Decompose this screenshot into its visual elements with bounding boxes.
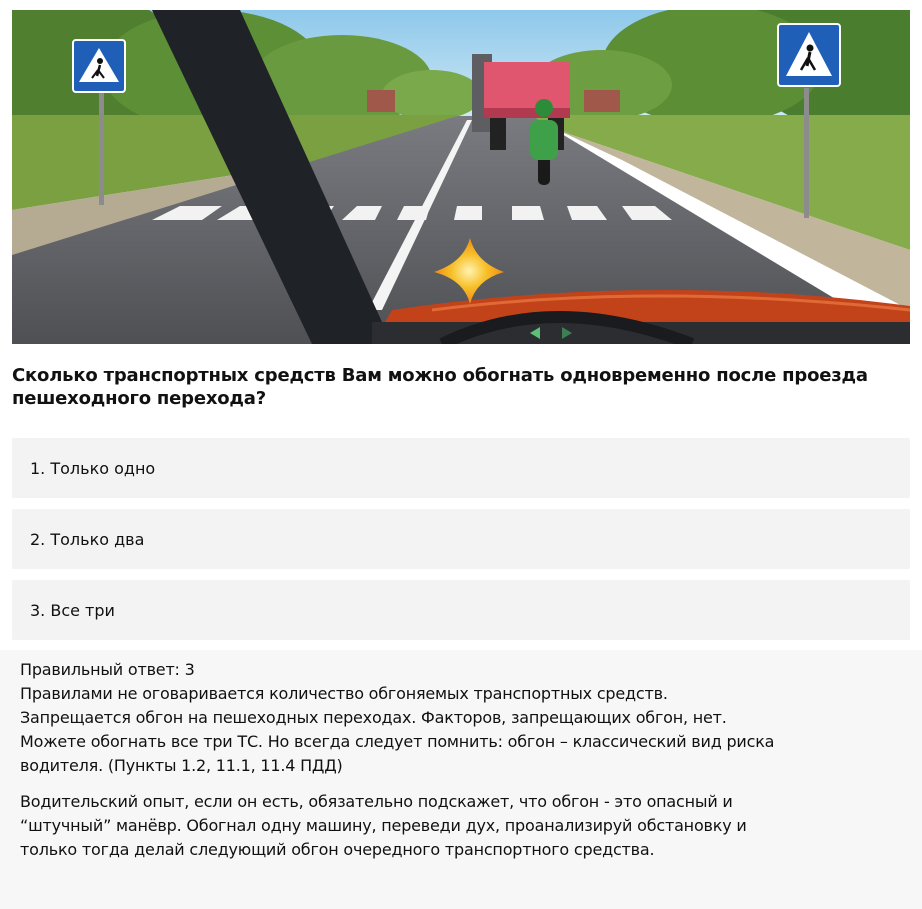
explanation-line: Водительский опыт, если он есть, обязательно подскажет, что обгон - это опасный и (20, 792, 733, 811)
correct-answer: Правильный ответ: 3 (20, 660, 195, 679)
scene-illustration (12, 10, 910, 344)
answer-label: 1. Только одно (30, 458, 156, 478)
explanation-line: Запрещается обгон на пешеходных переходах. Факторов, запрещающих обгон, нет. (20, 708, 727, 727)
question-text: Сколько транспортных средств Вам можно обогнать одновременно после проезда пешеходного перехода? (12, 365, 868, 409)
answer-option-2[interactable] (12, 509, 910, 569)
explanation-line: только тогда делай следующий обгон очередного транспортного средства. (20, 840, 655, 859)
paragraph-gap (20, 778, 902, 790)
answer-label: 3. Все три (30, 600, 115, 620)
explanation-line: Можете обогнать все три ТС. Но всегда следует помнить: обгон – классический вид риска (20, 732, 775, 751)
explanation-line: Правилами не оговаривается количество обгоняемых транспортных средств. (20, 684, 668, 703)
answer-label: 2. Только два (30, 529, 145, 549)
explanation-line: водителя. (Пункты 1.2, 11.1, 11.4 ПДД) (20, 756, 343, 775)
explanation-panel (0, 650, 922, 909)
explanation-line: “штучный” манёвр. Обогнал одну машину, переведи дух, проанализируй обстановку и (20, 816, 747, 835)
answer-option-3[interactable] (12, 580, 910, 640)
answer-option-1[interactable] (12, 438, 910, 498)
